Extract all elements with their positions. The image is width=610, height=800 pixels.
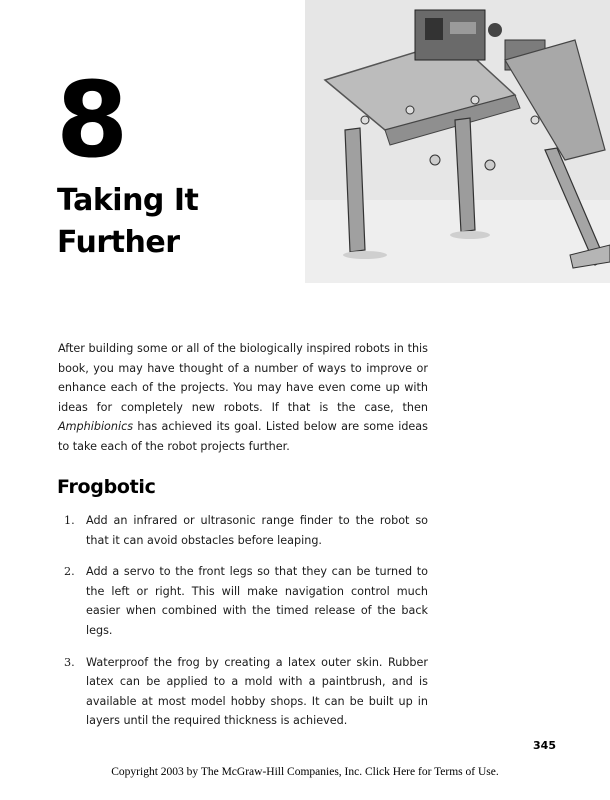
intro-text-before: After building some or all of the biologically inspired robots in this book, you may have thought of a number of ways to improve or enhance each of the projects. You may have even come up with ideas for completely new robots. If that is the case, then xyxy=(58,342,428,414)
list-item xyxy=(58,511,428,550)
page-number: 345 xyxy=(533,739,556,752)
list-item-number: 2. xyxy=(64,565,75,579)
chapter-title-line-1: Taking It xyxy=(57,183,199,218)
list-item-number: 3. xyxy=(64,655,75,669)
section-heading: Frogbotic xyxy=(57,476,156,498)
intro-text-after: has achieved its goal. Listed below are some ideas to take each of the robot projects further. xyxy=(58,420,428,453)
chapter-number: 8 xyxy=(56,59,127,181)
copyright-notice xyxy=(0,766,610,778)
robot-illustration xyxy=(305,0,610,283)
list-item xyxy=(58,653,428,731)
terms-of-use-link[interactable]: Click Here for Terms of Use. xyxy=(364,766,499,778)
robot-photo xyxy=(305,0,610,283)
intro-paragraph xyxy=(58,339,428,457)
list-item xyxy=(58,562,428,640)
chapter-title-line-2: Further xyxy=(57,225,180,260)
list-item-number: 1. xyxy=(64,514,75,527)
intro-book-title: Amphibionics xyxy=(58,420,134,434)
ideas-list xyxy=(58,511,428,743)
chapter-title xyxy=(57,180,198,264)
list-item-text: Waterproof the frog by creating a latex outer skin. Rubber latex can be applied to a mold with a paintbrush, and is available at most model hobby shops. It can be built up in layers until the required thickness is achieved. xyxy=(86,655,428,728)
list-item-text: Add a servo to the front legs so that they can be turned to the left or right. This will make navigation control much easier when combined with the timed release of the back legs. xyxy=(86,565,428,637)
copyright-text: Copyright 2003 by The McGraw-Hill Companies, Inc. xyxy=(111,766,365,778)
list-item-text: Add an infrared or ultrasonic range finder to the robot so that it can avoid obstacles before leaping. xyxy=(86,514,428,547)
